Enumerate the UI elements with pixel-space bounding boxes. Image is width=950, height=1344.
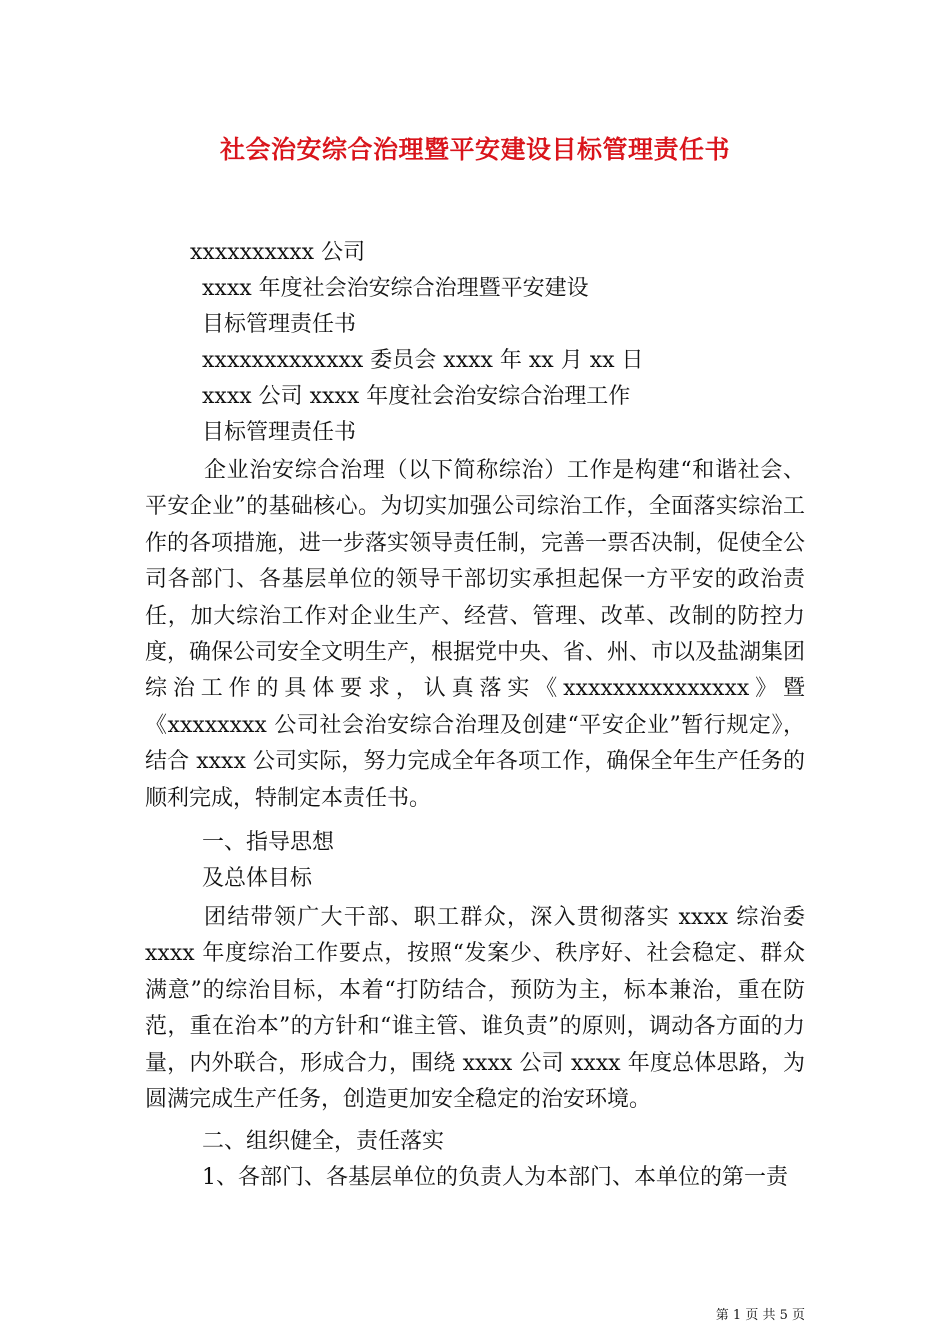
page-number: 第 1 页 共 5 页 [715, 1308, 805, 1323]
section2-heading: 二、组织健全，责任落实 [202, 1129, 445, 1154]
document-title: 社会治安综合治理暨平安建设目标管理责任书 [219, 135, 730, 164]
section1-heading: 一、指导思想 [202, 830, 335, 855]
doc-type-line-2: 目标管理责任书 [202, 420, 357, 445]
section1-paragraph: 团结带领广大干部、职工群众，深入贯彻落实 xxxx 综治委 xxxx 年度综治工作要点，按照“发案少、秩序好、社会稳定、群众满意”的综治目标，本着“打防结合，预防为主，标本兼治，重在防范，重在治本”的方针和“谁主管、谁负责”的原则，调动各方面的力量，内外联合，形成合力，围绕 xxxx 公司 xxxx 年度总体思路，为圆满完成生产任务，创造更加安全稳定的治安环境。 [145, 905, 805, 1113]
section2-item-1: 1、各部门、各基层单位的负责人为本部门、本单位的第一责 [202, 1165, 788, 1190]
company-name-line: xxxxxxxxxx 公司 [190, 240, 366, 265]
committee-date-line: xxxxxxxxxxxxx 委员会 xxxx 年 xx 月 xx 日 [202, 348, 644, 373]
intro-paragraph: 企业治安综合治理（以下简称综治）工作是构建“和谐社会、平安企业”的基础核心。为切实加强公司综治工作，全面落实综治工作的各项措施，进一步落实领导责任制，完善一票否决制，促使全公司各部门、各基层单位的领导干部切实承担起保一方平安的政治责任，加大综治工作对企业生产、经营、管理、改革、改制的防控力度，确保公司安全文明生产，根据党中央、省、州、市以及盐湖集团综治工作的具体要求，认真落实《xxxxxxxxxxxxxxx》暨《xxxxxxxx 公司社会治安综合治理及创建“平安企业”暂行规定》，结合 xxxx 公司实际，努力完成全年各项工作，确保全年生产任务的顺利完成，特制定本责任书。 [145, 458, 806, 811]
section1-subheading: 及总体目标 [202, 866, 313, 891]
company-year-work-line: xxxx 公司 xxxx 年度社会治安综合治理工作 [202, 384, 631, 409]
year-subject-line: xxxx 年度社会治安综合治理暨平安建设 [202, 276, 589, 301]
doc-type-line: 目标管理责任书 [202, 312, 357, 337]
